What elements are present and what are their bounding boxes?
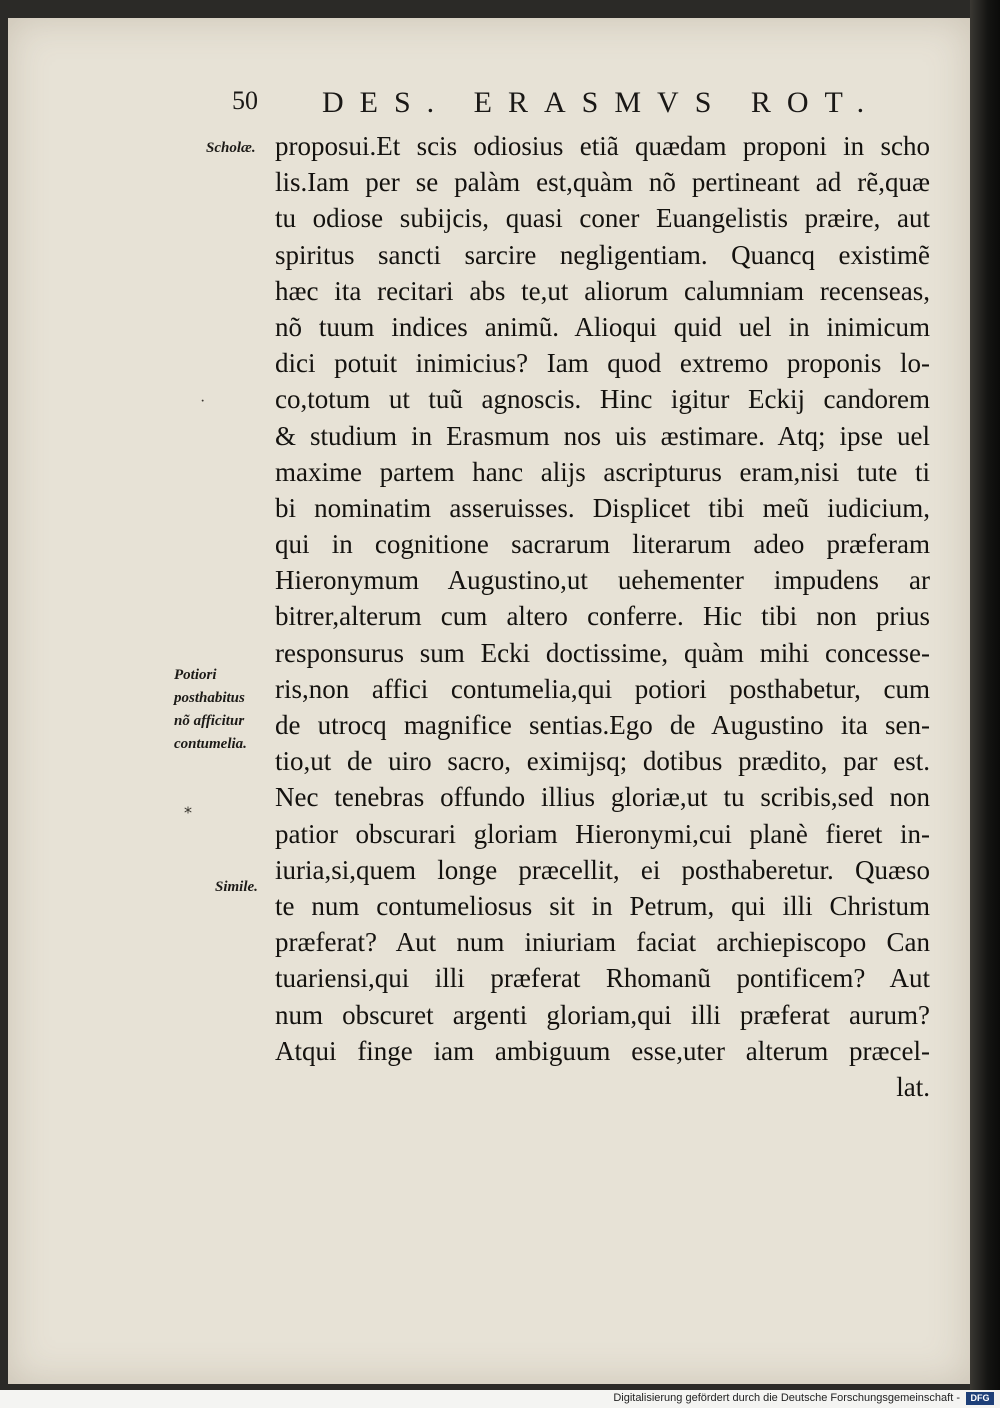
text-line: spiritus sancti sarcire negligentiam. Quancq existimẽ [275,239,930,270]
footer-credit: Digitalisierung gefördert durch die Deutsche Forschungsgemeinschaft - [613,1392,960,1404]
text-line: hæc ita recitari abs te,ut aliorum calumniam recenseas, [275,275,930,306]
book-spine [970,0,1000,1390]
text-line: & studium in Erasmum nos uis æstimare. Atq; ipse uel [275,420,930,451]
ink-mark: · [200,393,206,410]
text-line: patior obscurari gloriam Hieronymi,cui planè fieret in- [275,818,930,849]
marginal-note-simile: Simile. [215,879,258,895]
text-line: nõ tuum indices animũ. Alioqui quid uel in inimicum [275,311,930,342]
text-line: te num contumeliosus sit in Petrum, qui illi Christum [275,890,930,921]
marginal-note-line: Potiori [174,667,217,683]
marginal-note-line: contumelia. [174,736,247,752]
text-line: lis.Iam per se palàm est,quàm nõ pertineant ad rẽ,quæ [275,167,930,198]
text-line: Atqui finge iam ambiguum esse,uter alterum præcel- [275,1035,930,1066]
page-number: 50 [232,86,258,115]
marginal-note-scholae: Scholæ. [206,140,256,156]
text-line: qui in cognitione sacrarum literarum adeo præferam [275,529,930,560]
text-line: de utrocq magnifice sentias.Ego de Augustino ita sen- [275,710,930,740]
marginal-note-line: nõ afficitur [174,713,245,729]
text-line: tuariensi,qui illi præferat Rhomanũ pontificem? Aut [275,963,930,994]
running-title: DES. ERASMVS ROT. [322,86,881,119]
ink-mark: ⁎ [184,800,192,817]
text-line: iuria,si,quem longe præcellit, ei posthaberetur. Quæso [275,854,930,885]
text-line: num obscuret argenti gloriam,qui illi præferat aurum? [275,999,930,1030]
dfg-logo: DFG [966,1392,994,1405]
text-line: ris,non affici contumelia,qui potiori posthabetur, cum [275,673,930,704]
text-line: bitrer,alterum cum altero conferre. Hic tibi non prius [275,601,930,632]
text-line: responsurus sum Ecki doctissime, quàm mihi concesse- [275,637,930,668]
running-head [232,86,882,126]
text-line: Nec tenebras offundo illius gloriæ,ut tu scribis,sed non [275,782,930,813]
text-line: maxime partem hanc alijs ascripturus eram,nisi tute ti [275,456,930,487]
text-line: præferat? Aut num iniuriam faciat archiepiscopo Can [275,927,930,958]
text-line: Hieronymum Augustino,ut uehementer impudens ar [275,565,930,596]
text-line: proposui.Et scis odiosius etiã quædam proponi in scho [275,131,930,161]
text-line: tu odiose subijcis, quasi coner Euangelistis præire, aut [275,203,930,234]
text-line: tio,ut de uiro sacro, eximijsq; dotibus prædito, par est. [275,746,930,777]
text-line: lat. [896,1071,930,1102]
body-text [275,128,930,1105]
text-line: dici potuit inimicius? Iam quod extremo proponis lo- [275,348,930,379]
text-line: co,totum ut tuũ agnoscis. Hinc igitur Eckij candorem [275,384,930,415]
footer-bar [0,1390,1000,1408]
marginal-note-potiori [174,664,247,756]
marginal-note-line: posthabitus [174,690,245,706]
text-line: bi nominatim asseruisses. Displicet tibi meũ iudicium, [275,492,930,523]
